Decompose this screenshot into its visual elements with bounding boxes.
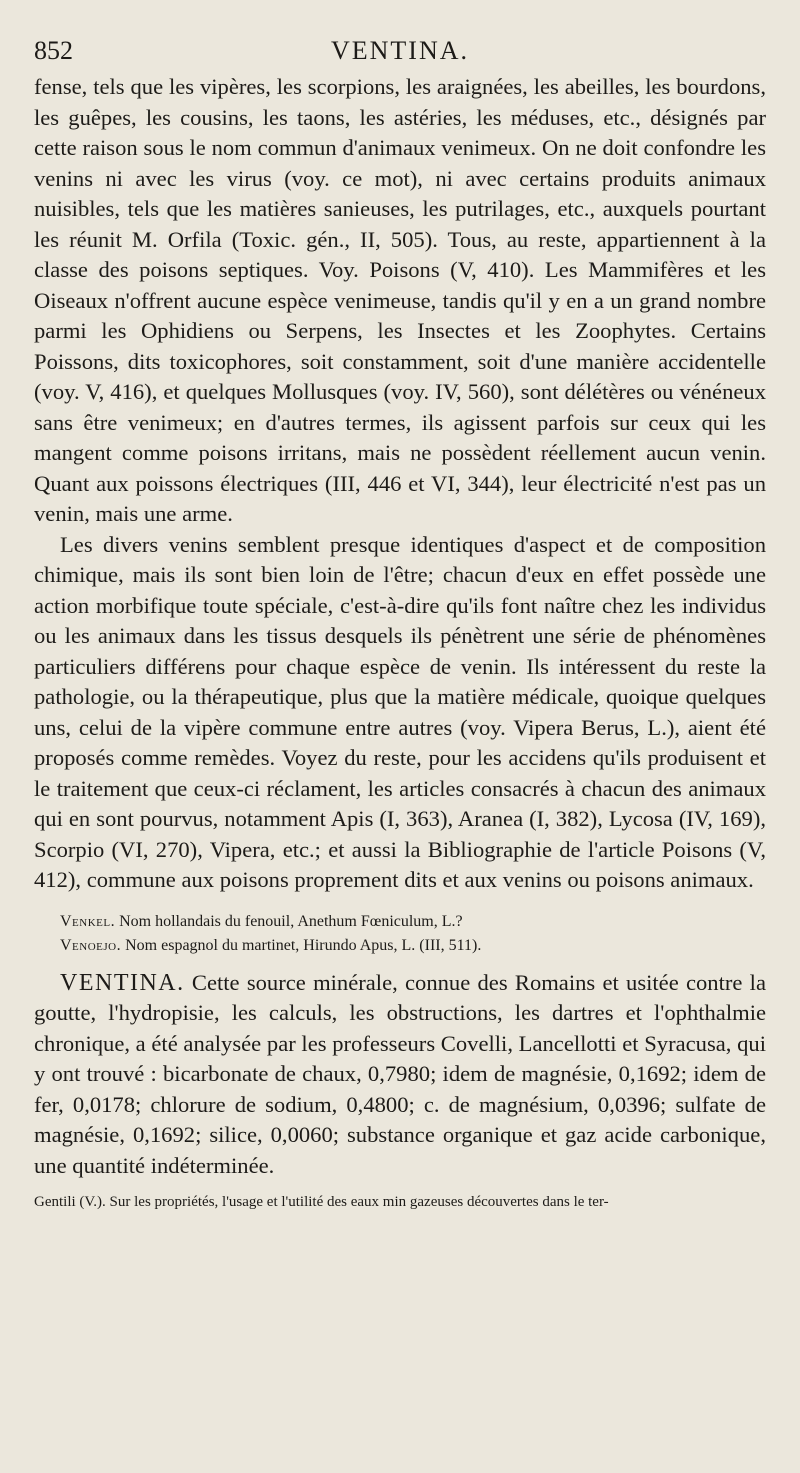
subentry-venoejo [60,934,766,958]
article-ventina [34,968,766,1182]
paragraph-venins-continued: fense, tels que les vipères, les scorpions, les araignées, les abeilles, les bourdons, les guêpes, les cousins, les taons, les astéries, les méduses, etc., désignés par cette raison sous le nom commun d'animaux venimeux. On ne doit confondre les venins ni avec les virus (voy. ce mot), ni avec certains produits animaux nuisibles, tels que les matières sanieuses, les putrilages, etc., auxquels pourtant les réunit M. Orfila (Toxic. gén., II, 505). Tous, au reste, appartiennent à la classe des poisons septiques. Voy. Poisons (V, 410). Les Mammifères et les Oiseaux n'offrent aucune espèce venimeuse, tandis qu'il y en a un grand nombre parmi les Ophidiens ou Serpens, les Insectes et les Zoophytes. Certains Poissons, dits toxicophores, soit constamment, soit d'une manière accidentelle (voy. V, 416), et quelques Mollusques (voy. IV, 560), sont délétères ou vénéneux sans être venimeux; en d'autres termes, ils agissent parfois sur ceux qui les mangent comme poisons irritans, mais ne possèdent réellement aucun venin. Quant aux poissons électriques (III, 446 et VI, 344), leur électricité n'est pas un venin, mais une arme. [34,74,766,526]
bibliography-note: Gentili (V.). Sur les propriétés, l'usage et l'utilité des eaux min gazeuses découvertes dans le ter- [34,1194,609,1210]
running-head: VENTINA. [330,36,470,65]
page-number: 852 [34,36,73,65]
paragraph-venins-properties: Les divers venins semblent presque identiques d'aspect et de composition chimique, mais ils sont bien loin de l'être; chacun d'eux en effet possède une action morbifique toute spéciale, c'est-à-dire qu'ils font naître chez les individus ou les animaux dans les tissus desquels ils pénètrent une série de phénomènes particuliers différens pour chaque espèce de venin. Ils intéressent du reste la pathologie, ou la thérapeutique, plus que la matière médicale, quoique quelques uns, celui de la vipère commune entre autres (voy. Vipera Berus, L.), aient été proposés comme remèdes. Voyez du reste, pour les accidens qu'ils produisent et le traitement que ceux-ci réclament, les articles consacrés à chacun des animaux qui en sont pourvus, notamment Apis (I, 363), Aranea (I, 382), Lycosa (IV, 169), Scorpio (VI, 270), Vipera, etc.; et aussi la Bibliographie de l'article Poisons (V, 412), commune aux poisons proprement dits et aux venins ou poisons animaux. [34,531,766,892]
subentry-text: Nom espagnol du martinet, Hirundo Apus, L. (III, 511). [125,936,482,954]
subentry-venkel [60,910,766,934]
subentries [34,910,766,958]
article-text: Cette source minérale, connue des Romains et usitée contre la goutte, l'hydropisie, les calculs, les obstructions, les dartres et l'ophthalmie chronique, a été analysée par les professeurs Covelli, Lancellotti et Syracusa, qui y ont trouvé : bicarbonate de chaux, 0,7980; idem de magnésie, 0,1692; idem de fer, 0,0178; chlorure de sodium, 0,4800; c. de magnésium, 0,0396; sulfate de magnésie, 0,1692; silice, 0,0060; substance organique et gaz acide carbonique, une quantité indéterminée. [34,969,766,1178]
subentry-term: Venkel. [60,912,116,930]
article-headword: VENTINA. [60,969,185,996]
page-header [34,32,766,72]
subentry-text: Nom hollandais du fenouil, Anethum Fœniculum, L.? [119,912,463,930]
subentry-term: Venoejo. [60,936,122,954]
